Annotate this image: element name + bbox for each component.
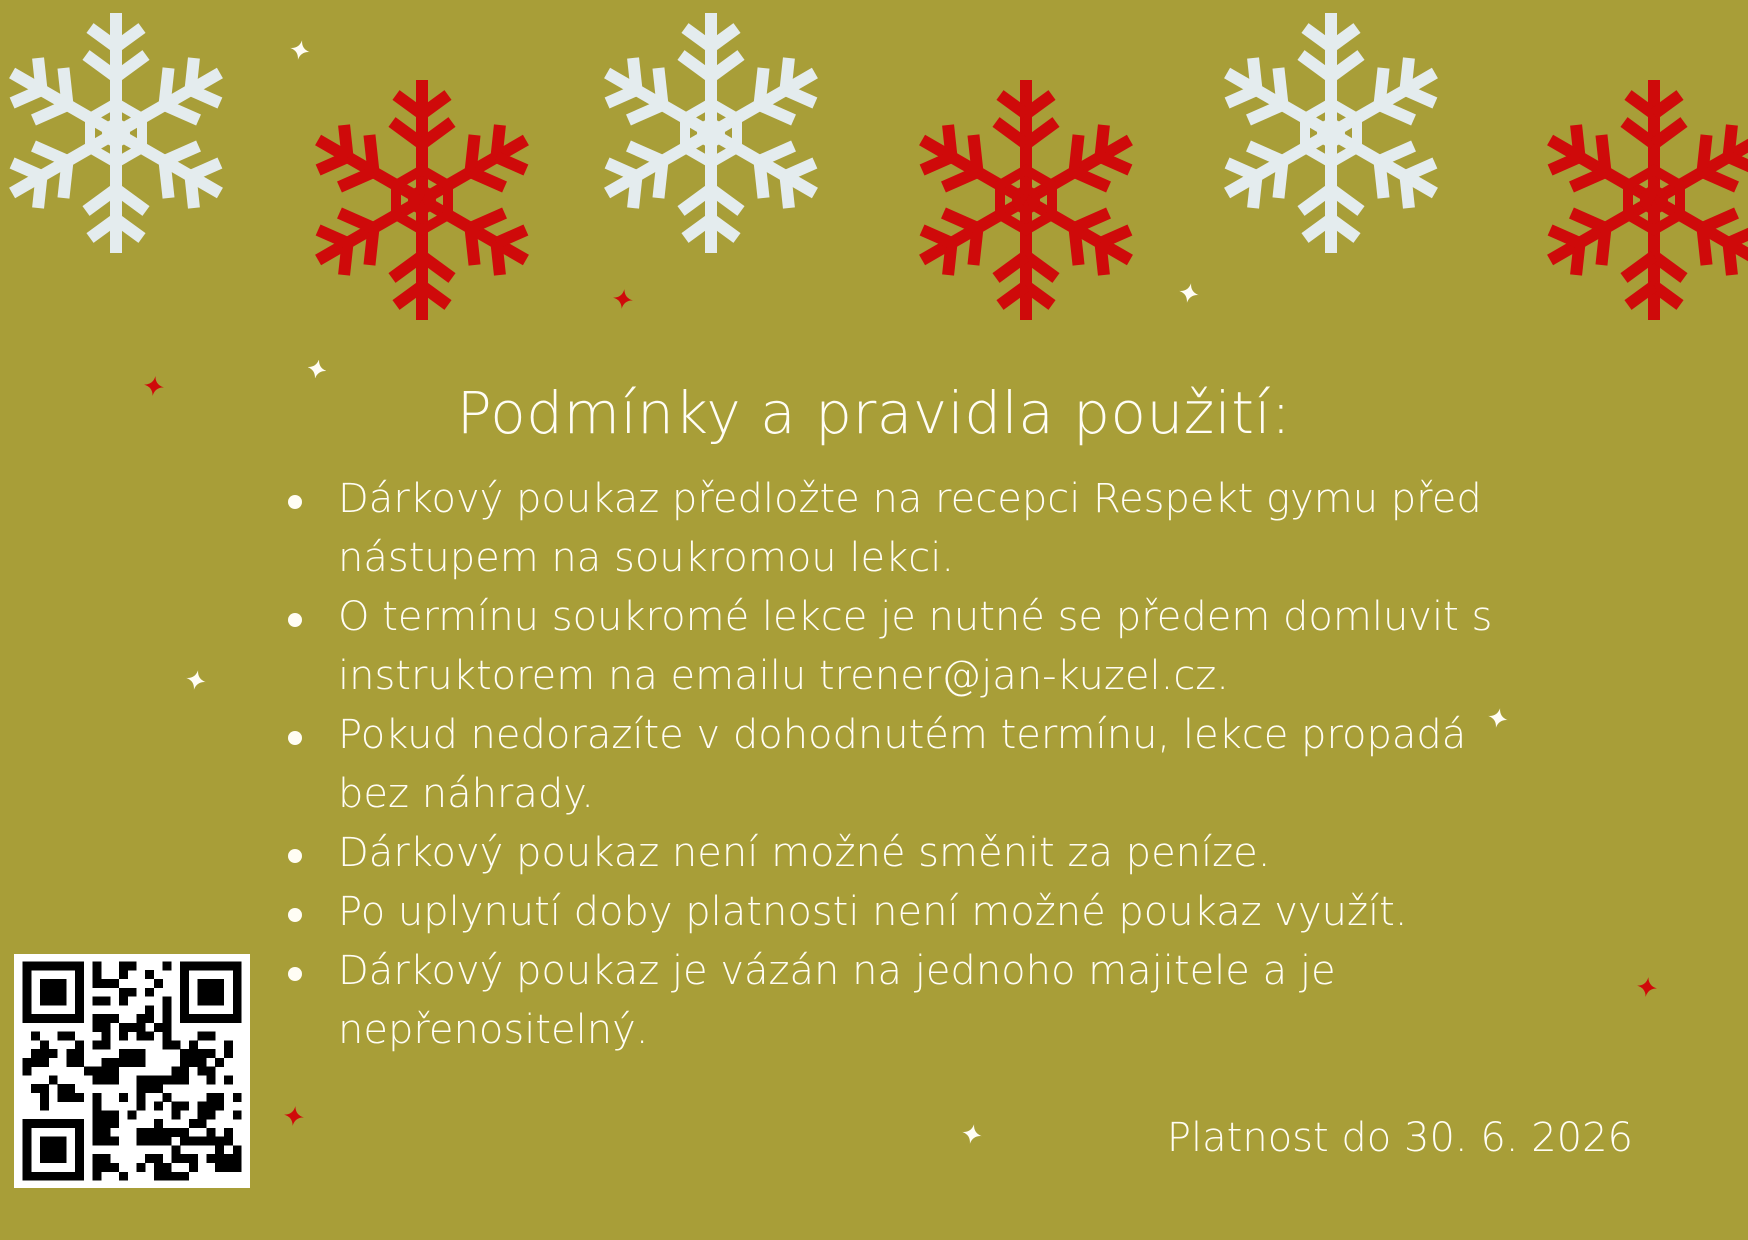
sparkle-icon [956,1118,988,1150]
snowflake-icon [280,48,564,352]
sparkle-icon [174,658,218,702]
sparkle-icon [290,40,310,60]
list-item: Po uplynutí doby platnosti není možné poukaz využít. [285,883,1515,942]
snowflake-icon [1512,48,1748,352]
list-item: O termínu soukromé lekce je nutné se předem domluvit s instruktorem na emailu trener@jan-kuzel.cz. [285,588,1515,706]
sparkle-icon [1172,276,1206,310]
snowflake-icon [884,48,1168,352]
list-item: Dárkový poukaz není možné směnit za peníze. [285,824,1515,883]
terms-title: Podmínky a pravidla použití: [456,379,1292,447]
sparkle-icon [272,1094,316,1138]
snowflake-icon [574,0,848,276]
rules-list [285,470,1515,1060]
snowflake-icon [0,0,240,276]
list-item: Pokud nedorazíte v dohodnutém termínu, lekce propadá bez náhrady. [285,706,1515,824]
sparkle-icon [608,284,638,314]
sparkle-icon [1628,968,1666,1006]
list-item: Dárkový poukaz je vázán na jednoho majitele a je nepřenositelný. [285,942,1515,1060]
qr-code-icon[interactable] [14,954,250,1188]
validity-date: Platnost do 30. 6. 2026 [1166,1115,1633,1161]
snowflake-icon [1194,0,1468,276]
sparkle-icon [308,360,326,378]
list-item: Dárkový poukaz předložte na recepci Respekt gymu před nástupem na soukromou lekci. [285,470,1515,588]
